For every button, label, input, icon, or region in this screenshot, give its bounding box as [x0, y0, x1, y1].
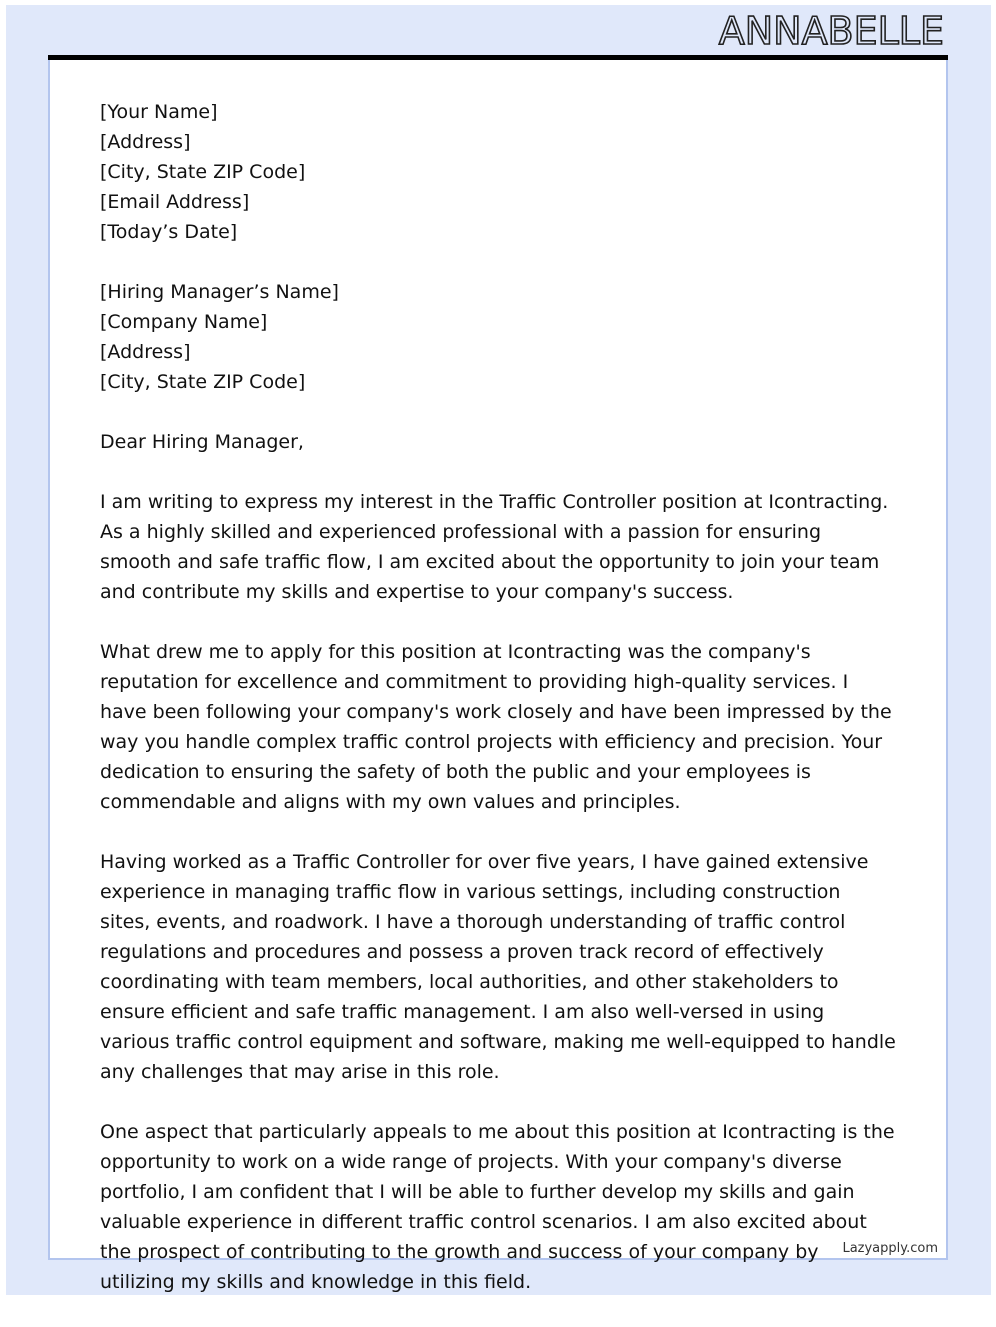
- recipient-city-state-zip: [City, State ZIP Code]: [100, 371, 306, 393]
- sender-block: [100, 97, 896, 247]
- recipient-address: [Address]: [100, 341, 191, 363]
- brand-name: ANNABELLE: [718, 9, 944, 53]
- body-paragraph-2: What drew me to apply for this position at Icontracting was the company's reputation for excellence and commitment to providing high-quality services. I have been following your company's work closely and have been impressed by the way you handle complex traffic control projects with efficiency and precision. Your dedication to ensuring the safety of both the public and your employees is commendable and aligns with my own values and principles.: [100, 641, 892, 813]
- recipient-block: [100, 277, 896, 397]
- sender-email: [Email Address]: [100, 191, 250, 213]
- salutation: Dear Hiring Manager,: [100, 431, 304, 453]
- sender-city-state-zip: [City, State ZIP Code]: [100, 161, 306, 183]
- letter-sheet: [48, 60, 948, 1293]
- recipient-manager-name: [Hiring Manager’s Name]: [100, 281, 339, 303]
- letter-date: [Today’s Date]: [100, 221, 238, 243]
- sender-name: [Your Name]: [100, 101, 218, 123]
- body-paragraph-4: One aspect that particularly appeals to me about this position at Icontracting is the opportunity to work on a wide range of projects. With your company's diverse portfolio, I am confident that I will be able to further develop my skills and gain valuable experience in different traffic control scenarios. I am also excited about the prospect of contributing to the growth and success of your company by utilizing my skills and knowledge in this field.: [100, 1121, 895, 1293]
- recipient-company: [Company Name]: [100, 311, 268, 333]
- body-paragraph-3: Having worked as a Traffic Controller for over five years, I have gained extensive experience in managing traffic flow in various settings, including construction sites, events, and roadwork. I have a thorough understanding of traffic control regulations and procedures and possess a proven track record of effectively coordinating with team members, local authorities, and other stakeholders to ensure efficient and safe traffic management. I am also well-versed in using various traffic control equipment and software, making me well-equipped to handle any challenges that may arise in this role.: [100, 851, 896, 1083]
- watermark: Lazyapply.com: [838, 1241, 938, 1256]
- body-paragraph-1: I am writing to express my interest in the Traffic Controller position at Icontracting. As a highly skilled and experienced professional with a passion for ensuring smooth and safe traffic flow, I am excited about the opportunity to join your team and contribute my skills and expertise to your company's success.: [100, 491, 889, 603]
- cover-letter: [100, 97, 896, 1327]
- sender-address: [Address]: [100, 131, 191, 153]
